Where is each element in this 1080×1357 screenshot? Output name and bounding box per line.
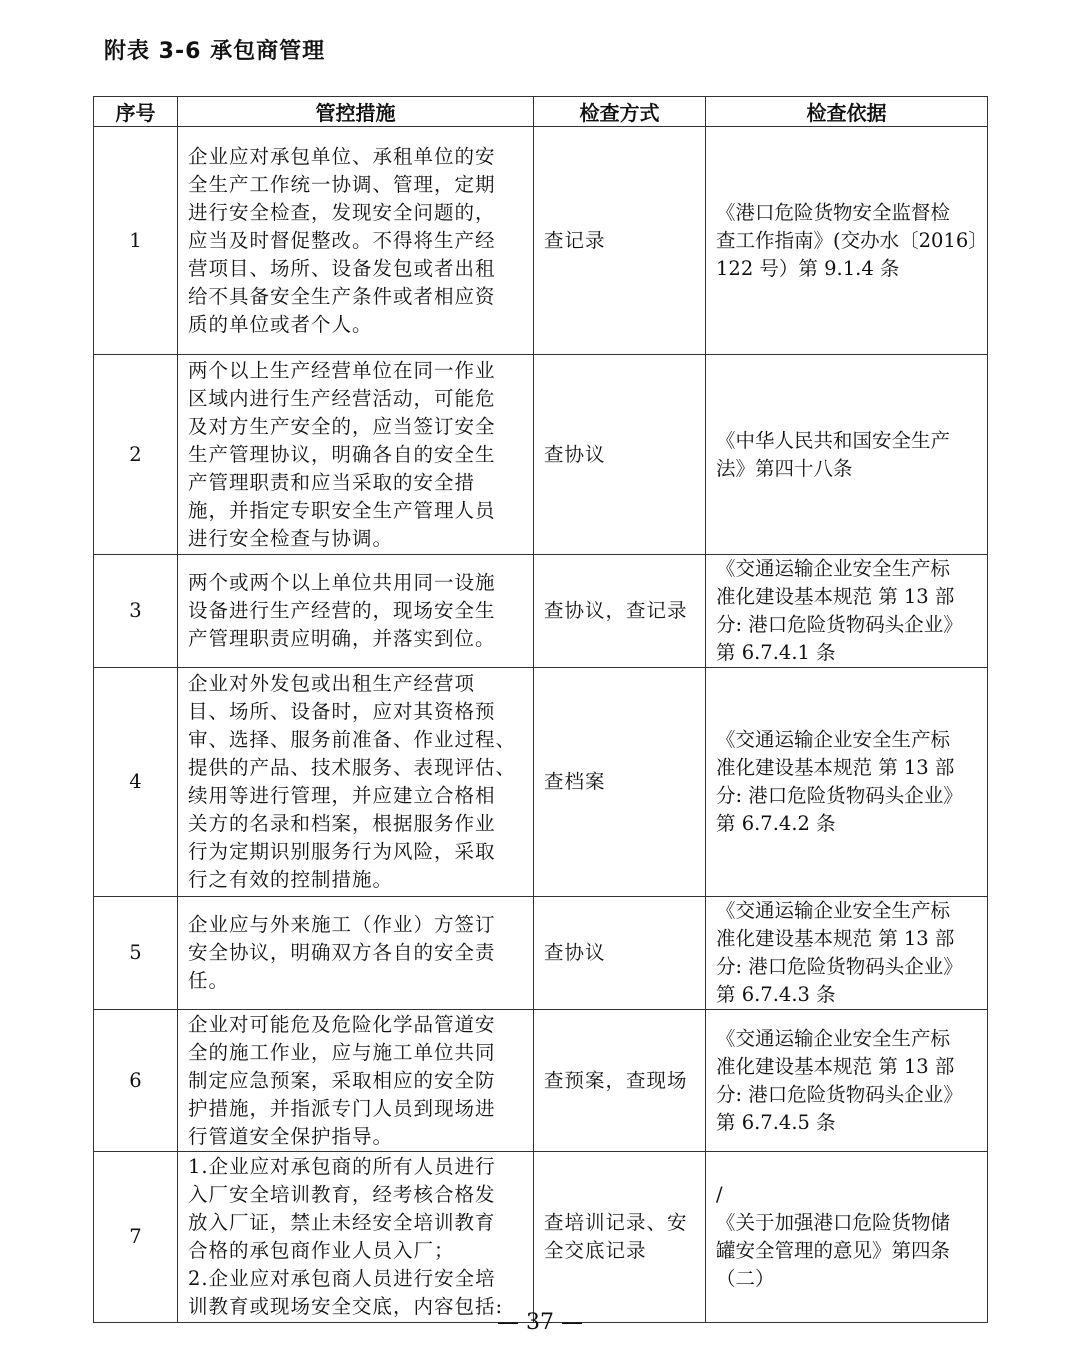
control-measure-line: 行管道安全保护指导。 bbox=[188, 1124, 394, 1148]
control-measure-line: 任。 bbox=[188, 969, 230, 992]
inspection-basis-line: 查工作指南》(交办水〔2016〕 bbox=[716, 228, 988, 252]
inspection-basis-line: 《交通运输企业安全生产标 bbox=[716, 557, 951, 580]
inspection-basis-line: 法》第四十八条 bbox=[716, 456, 853, 480]
table-row bbox=[94, 355, 988, 555]
inspection-basis-cell bbox=[706, 355, 988, 555]
control-measure-cell bbox=[178, 127, 534, 355]
control-measure-line: 施，并指定专职安全生产管理人员 bbox=[188, 498, 496, 522]
row-number: 7 bbox=[94, 1152, 178, 1323]
inspection-basis-line: 《港口危险货物安全监督检 bbox=[716, 200, 951, 224]
row-number: 4 bbox=[94, 668, 178, 897]
inspection-basis-line: 准化建设基本规范 第 13 部 bbox=[716, 927, 955, 950]
inspection-basis-cell bbox=[706, 1010, 988, 1152]
inspection-basis-line: 准化建设基本规范 第 13 部 bbox=[716, 1054, 955, 1078]
control-measure-line: 安全协议，明确双方各自的安全责 bbox=[188, 941, 496, 964]
inspection-basis-line: 《交通运输企业安全生产标 bbox=[716, 1026, 951, 1050]
control-measure-line: 企业对外发包或出租生产经营项 bbox=[188, 672, 476, 695]
control-measure-line: 关方的名录和档案，根据服务作业 bbox=[188, 812, 496, 835]
control-measure-line: 设备进行生产经营的，现场安全生 bbox=[188, 599, 496, 622]
control-measure-line: 训教育或现场安全交底，内容包括: bbox=[188, 1295, 504, 1318]
row-number: 2 bbox=[94, 355, 178, 555]
control-measure-cell bbox=[178, 1010, 534, 1152]
inspection-method-line: 查记录 bbox=[544, 228, 606, 252]
control-measure-line: 提供的产品、技术服务、表现评估、 bbox=[188, 756, 517, 779]
inspection-basis-line: 分: 港口危险货物码头企业》 bbox=[716, 613, 963, 636]
control-measure-line: 区域内进行生产经营活动，可能危 bbox=[188, 386, 496, 410]
control-measure-line: 制定应急预案，采取相应的安全防 bbox=[188, 1068, 496, 1092]
control-measure-line: 行之有效的控制措施。 bbox=[188, 868, 394, 891]
control-measure-line: 质的单位或者个人。 bbox=[188, 312, 373, 336]
inspection-method-cell bbox=[534, 355, 706, 555]
inspection-basis-line: 分: 港口危险货物码头企业》 bbox=[716, 784, 963, 807]
inspection-method-line: 查协议，查记录 bbox=[544, 599, 688, 622]
control-measure-line: 1.企业应对承包商的所有人员进行 bbox=[188, 1155, 496, 1178]
control-measure-line: 全的施工作业，应与施工单位共同 bbox=[188, 1040, 496, 1064]
inspection-method-line: 查档案 bbox=[544, 770, 606, 793]
inspection-basis-line: 122 号）第 9.1.4 条 bbox=[716, 256, 900, 280]
page-title: 附表 3-6 承包商管理 bbox=[104, 39, 326, 64]
row-number: 1 bbox=[94, 127, 178, 355]
control-measure-cell bbox=[178, 668, 534, 897]
table-row bbox=[94, 555, 988, 668]
inspection-method-line: 查协议 bbox=[544, 941, 606, 964]
inspection-method-cell bbox=[534, 555, 706, 668]
control-measure-line: 企业应与外来施工（作业）方签订 bbox=[188, 913, 496, 936]
control-measure-cell bbox=[178, 897, 534, 1010]
table-row bbox=[94, 1152, 988, 1323]
inspection-method-line: 查预案，查现场 bbox=[544, 1068, 688, 1092]
inspection-basis-line: 第 6.7.4.3 条 bbox=[716, 983, 836, 1006]
control-measure-cell bbox=[178, 355, 534, 555]
inspection-basis-cell bbox=[706, 555, 988, 668]
inspection-method-cell bbox=[534, 668, 706, 897]
inspection-basis-line: 准化建设基本规范 第 13 部 bbox=[716, 756, 955, 779]
inspection-basis-line: 分: 港口危险货物码头企业》 bbox=[716, 955, 963, 978]
control-measure-line: 目、场所、设备时，应对其资格预 bbox=[188, 700, 496, 723]
control-measure-line: 审、选择、服务前准备、作业过程、 bbox=[188, 728, 517, 751]
inspection-method-cell bbox=[534, 1152, 706, 1323]
inspection-basis-line: / bbox=[716, 1183, 723, 1206]
control-measure-cell bbox=[178, 555, 534, 668]
inspection-basis-line: （二） bbox=[716, 1267, 775, 1290]
row-number: 5 bbox=[94, 897, 178, 1010]
control-measure-line: 两个或两个以上单位共用同一设施 bbox=[188, 571, 496, 594]
inspection-basis-cell bbox=[706, 1152, 988, 1323]
inspection-basis-line: 第 6.7.4.2 条 bbox=[716, 812, 836, 835]
header-control-measure: 管控措施 bbox=[178, 97, 534, 127]
control-measure-line: 2.企业应对承包商人员进行安全培 bbox=[188, 1267, 496, 1290]
inspection-basis-line: 罐安全管理的意见》第四条 bbox=[716, 1239, 951, 1262]
inspection-basis-line: 第 6.7.4.1 条 bbox=[716, 641, 836, 664]
control-measure-line: 及对方生产安全的，应当签订安全 bbox=[188, 414, 496, 438]
contractor-management-table bbox=[93, 96, 988, 1323]
inspection-method-cell bbox=[534, 897, 706, 1010]
control-measure-cell bbox=[178, 1152, 534, 1323]
inspection-basis-line: 第 6.7.4.5 条 bbox=[716, 1110, 836, 1134]
inspection-basis-cell bbox=[706, 127, 988, 355]
inspection-basis-cell bbox=[706, 897, 988, 1010]
inspection-basis-line: 《关于加强港口危险货物储 bbox=[716, 1211, 951, 1234]
control-measure-line: 生产管理协议，明确各自的安全生 bbox=[188, 442, 496, 466]
control-measure-line: 企业对可能危及危险化学品管道安 bbox=[188, 1012, 496, 1036]
page-number: — 37 — bbox=[497, 1310, 583, 1335]
table-row bbox=[94, 668, 988, 897]
control-measure-line: 进行安全检查与协调。 bbox=[188, 526, 394, 550]
control-measure-line: 应当及时督促整改。不得将生产经 bbox=[188, 228, 496, 252]
inspection-method-line: 查协议 bbox=[544, 442, 606, 466]
inspection-method-line: 查培训记录、安 bbox=[544, 1211, 688, 1234]
inspection-method-cell bbox=[534, 127, 706, 355]
inspection-basis-line: 准化建设基本规范 第 13 部 bbox=[716, 585, 955, 608]
header-inspection-method: 检查方式 bbox=[534, 97, 706, 127]
header-number: 序号 bbox=[94, 97, 178, 127]
table-row bbox=[94, 1010, 988, 1152]
inspection-basis-line: 分: 港口危险货物码头企业》 bbox=[716, 1082, 963, 1106]
inspection-basis-line: 《交通运输企业安全生产标 bbox=[716, 899, 951, 922]
control-measure-line: 两个以上生产经营单位在同一作业 bbox=[188, 358, 496, 382]
control-measure-line: 企业应对承包单位、承租单位的安 bbox=[188, 144, 496, 168]
inspection-basis-line: 《中华人民共和国安全生产 bbox=[716, 428, 951, 452]
control-measure-line: 放入厂证，禁止未经安全培训教育 bbox=[188, 1211, 496, 1234]
control-measure-line: 进行安全检查，发现安全问题的， bbox=[188, 200, 496, 224]
inspection-basis-cell bbox=[706, 668, 988, 897]
table-row bbox=[94, 897, 988, 1010]
control-measure-line: 全生产工作统一协调、管理，定期 bbox=[188, 172, 496, 196]
control-measure-line: 护措施，并指派专门人员到现场进 bbox=[188, 1096, 496, 1120]
control-measure-line: 营项目、场所、设备发包或者出租 bbox=[188, 256, 496, 280]
row-number: 3 bbox=[94, 555, 178, 668]
control-measure-line: 产管理职责和应当采取的安全措 bbox=[188, 470, 476, 494]
inspection-basis-line: 《交通运输企业安全生产标 bbox=[716, 728, 951, 751]
table-row bbox=[94, 127, 988, 355]
inspection-method-cell bbox=[534, 1010, 706, 1152]
control-measure-line: 给不具备安全生产条件或者相应资 bbox=[188, 284, 496, 308]
control-measure-line: 产管理职责应明确，并落实到位。 bbox=[188, 627, 496, 650]
control-measure-line: 合格的承包商作业人员入厂； bbox=[188, 1239, 455, 1262]
control-measure-line: 续用等进行管理，并应建立合格相 bbox=[188, 784, 496, 807]
control-measure-line: 入厂安全培训教育，经考核合格发 bbox=[188, 1183, 496, 1206]
control-measure-line: 行为定期识别服务行为风险，采取 bbox=[188, 840, 496, 863]
inspection-method-line: 全交底记录 bbox=[544, 1239, 647, 1262]
row-number: 6 bbox=[94, 1010, 178, 1152]
table-header-row bbox=[94, 97, 988, 127]
header-inspection-basis: 检查依据 bbox=[706, 97, 988, 127]
